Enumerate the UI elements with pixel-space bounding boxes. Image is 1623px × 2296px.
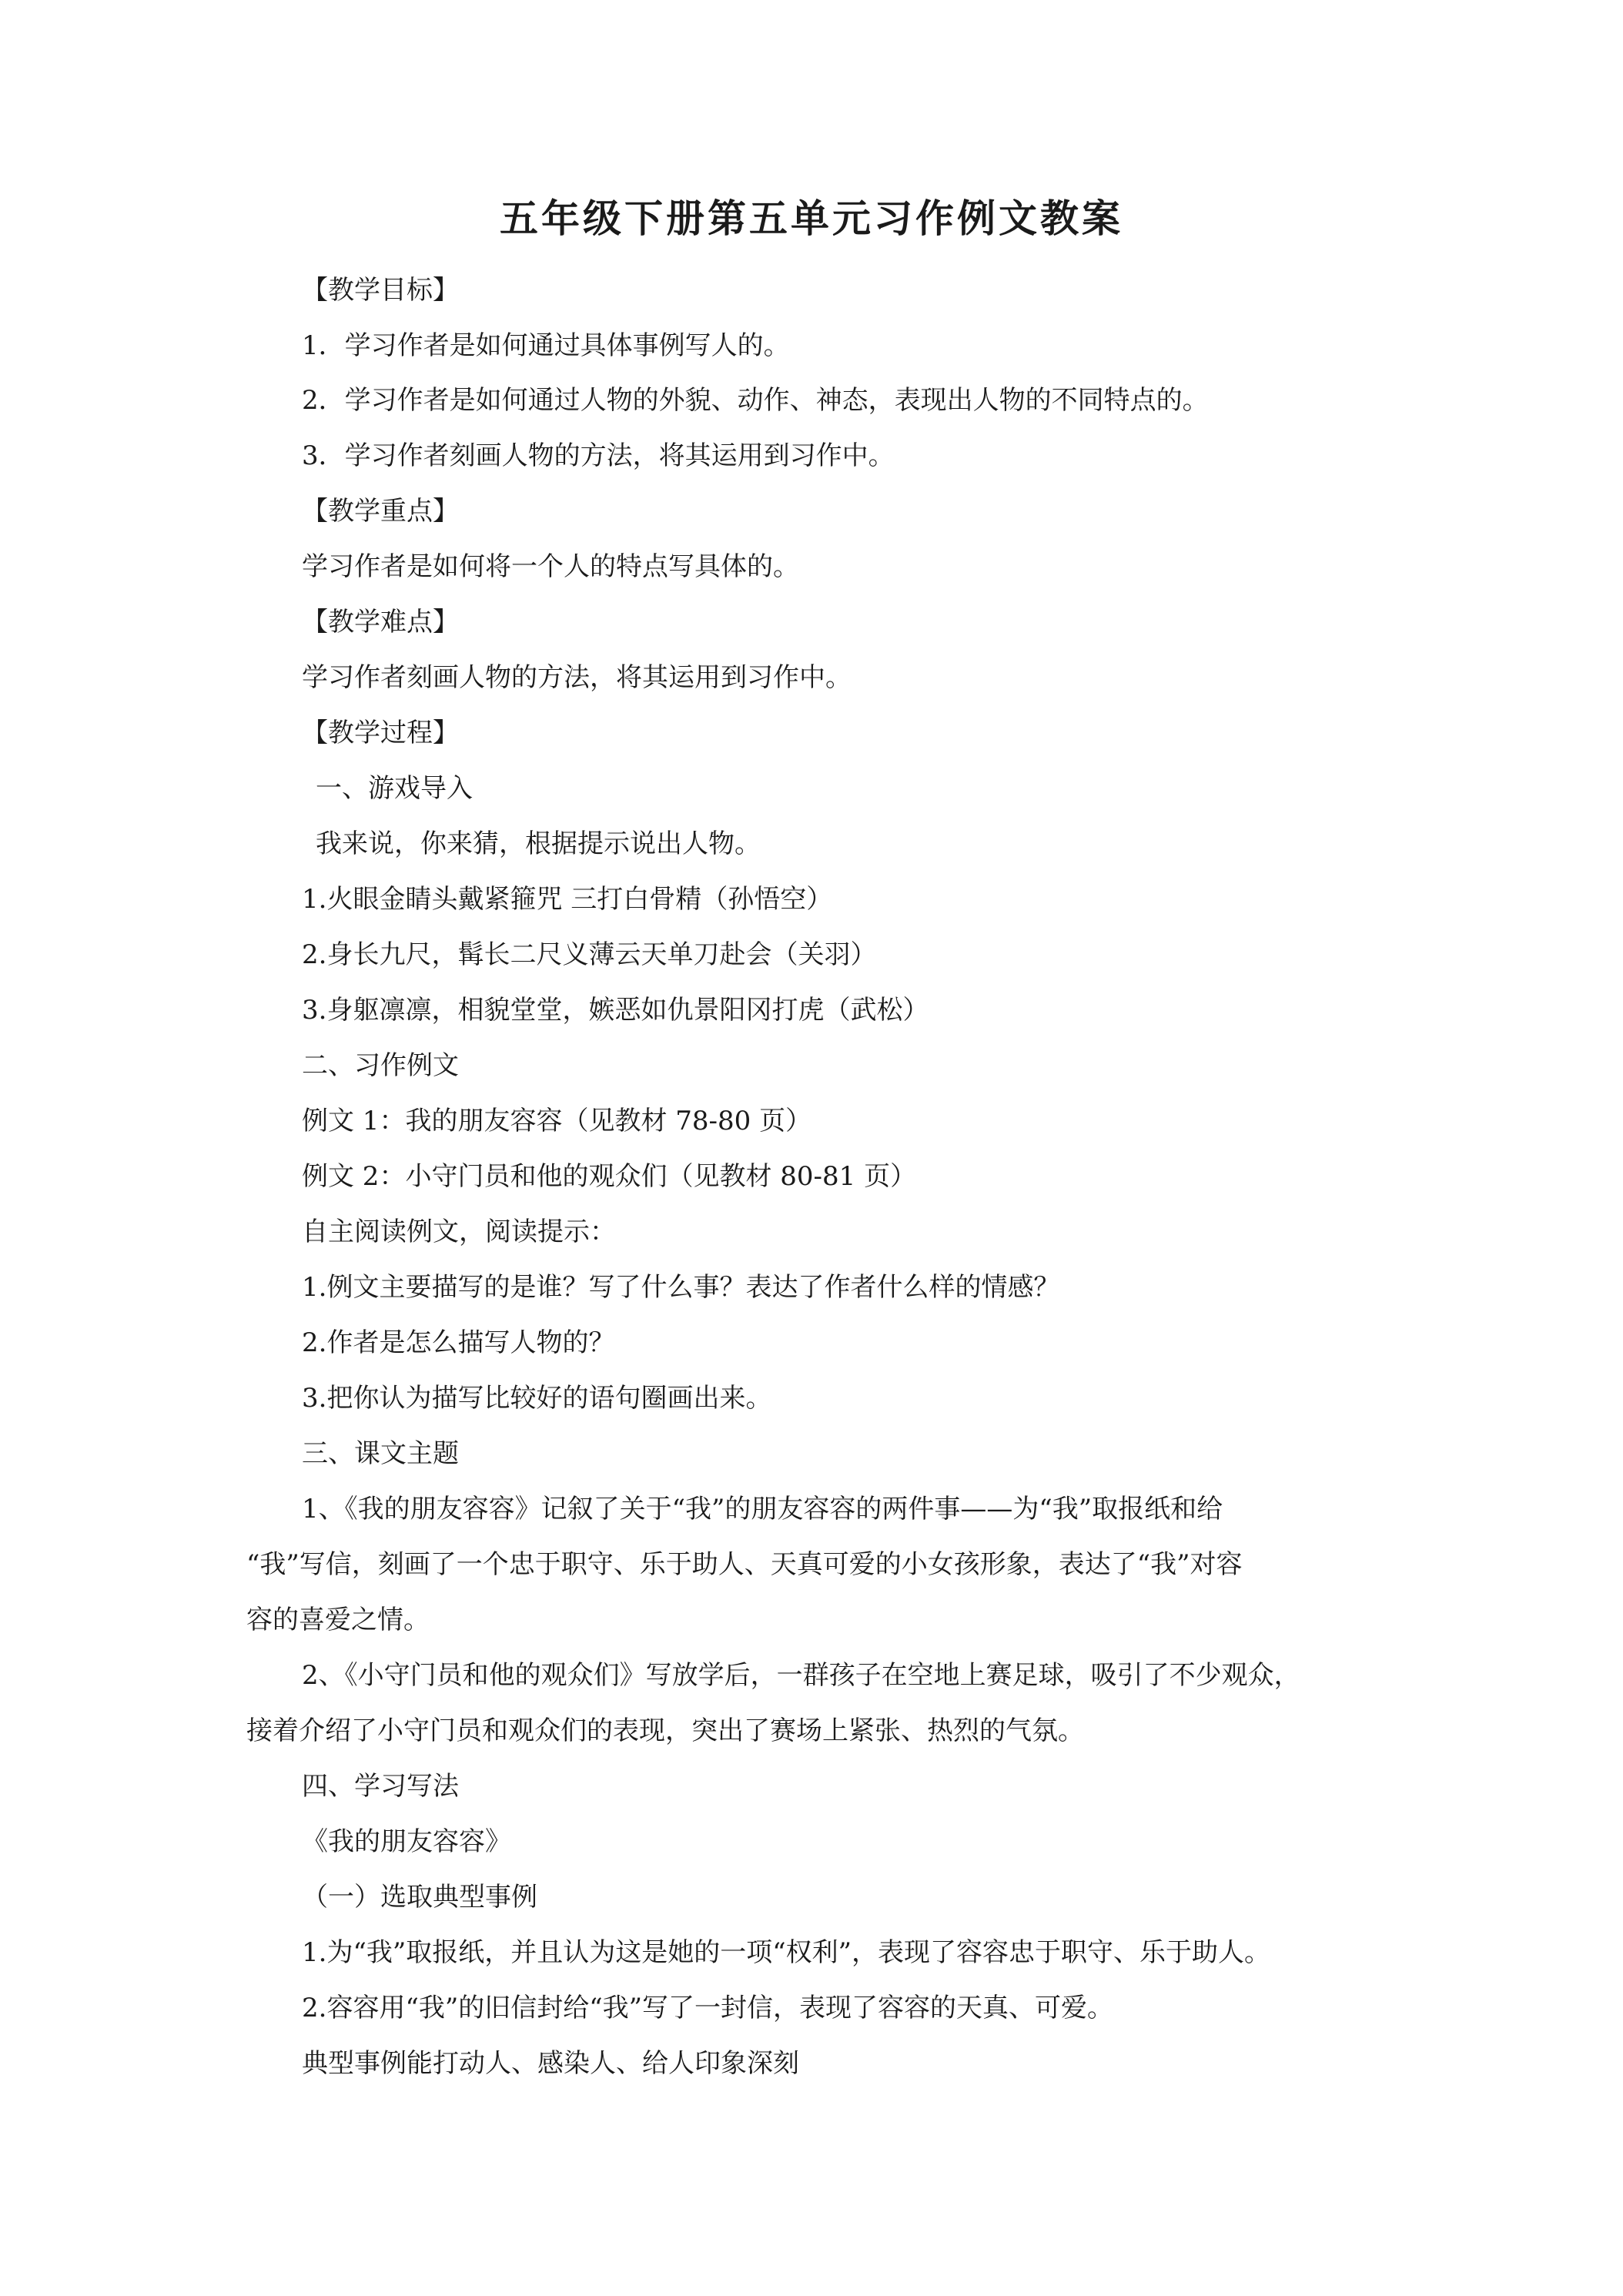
- reading-prompt-1: 1.例文主要描写的是谁？写了什么事？表达了作者什么样的情感？: [302, 1272, 1060, 1303]
- step-heading-themes: 三、课文主题: [302, 1438, 459, 1469]
- goal-item-1: 1．学习作者是如何通过具体事例写人的。: [302, 330, 790, 361]
- example-1: 例文 1：我的朋友容容（见教材 78-80 页）: [302, 1106, 812, 1136]
- method-point-2: 2.容容用“我”的旧信封给“我”写了一封信，表现了容容的天真、可爱。: [302, 1993, 1113, 2023]
- reading-prompt-intro: 自主阅读例文，阅读提示：: [302, 1217, 616, 1247]
- reading-prompt-2: 2.作者是怎么描写人物的？: [302, 1327, 615, 1358]
- theme-2-line-1: 2、《小守门员和他的观众们》写放学后，一群孩子在空地上赛足球，吸引了不少观众，: [302, 1660, 1300, 1691]
- method-text-title: 《我的朋友容容》: [302, 1826, 511, 1857]
- goal-item-3: 3．学习作者刻画人物的方法，将其运用到习作中。: [302, 440, 895, 471]
- game-clue-3: 3.身躯凛凛，相貌堂堂，嫉恶如仇景阳冈打虎（武松）: [302, 995, 929, 1026]
- game-intro-text: 我来说，你来猜，根据提示说出人物。: [316, 828, 761, 859]
- theme-1-line-3: 容的喜爱之情。: [246, 1605, 430, 1635]
- game-clue-2: 2.身长九尺，髯长二尺义薄云天单刀赴会（关羽）: [302, 939, 877, 970]
- document-title: 五年级下册第五单元习作例文教案: [500, 196, 1123, 241]
- step-heading-game-intro: 一、游戏导入: [316, 773, 473, 804]
- method-subheading-typical-examples: （一）选取典型事例: [302, 1882, 537, 1913]
- goal-item-2: 2．学习作者是如何通过人物的外貌、动作、神态，表现出人物的不同特点的。: [302, 385, 1209, 416]
- key-point-text: 学习作者是如何将一个人的特点写具体的。: [302, 551, 799, 582]
- section-heading-teaching-goals: 【教学目标】: [302, 275, 459, 306]
- game-clue-1: 1.火眼金睛头戴紧箍咒 三打白骨精（孙悟空）: [302, 884, 833, 915]
- section-heading-process: 【教学过程】: [302, 718, 459, 748]
- difficulty-text: 学习作者刻画人物的方法，将其运用到习作中。: [302, 662, 852, 693]
- theme-1-line-1: 1、《我的朋友容容》记叙了关于“我”的朋友容容的两件事——为“我”取报纸和给: [302, 1494, 1223, 1525]
- method-point-1: 1.为“我”取报纸，并且认为这是她的一项“权利”，表现了容容忠于职守、乐于助人。: [302, 1937, 1270, 1968]
- step-heading-examples: 二、习作例文: [302, 1050, 459, 1081]
- step-heading-writing-methods: 四、学习写法: [302, 1771, 459, 1802]
- reading-prompt-3: 3.把你认为描写比较好的语句圈画出来。: [302, 1383, 772, 1414]
- section-heading-key-points: 【教学重点】: [302, 496, 459, 527]
- example-2: 例文 2：小守门员和他的观众们（见教材 80-81 页）: [302, 1161, 917, 1192]
- section-heading-difficulties: 【教学难点】: [302, 607, 459, 638]
- theme-1-line-2: “我”写信，刻画了一个忠于职守、乐于助人、天真可爱的小女孩形象，表达了“我”对容: [246, 1549, 1243, 1580]
- method-summary: 典型事例能打动人、感染人、给人印象深刻: [302, 2048, 799, 2079]
- theme-2-line-2: 接着介绍了小守门员和观众们的表现，突出了赛场上紧张、热烈的气氛。: [246, 1715, 1084, 1746]
